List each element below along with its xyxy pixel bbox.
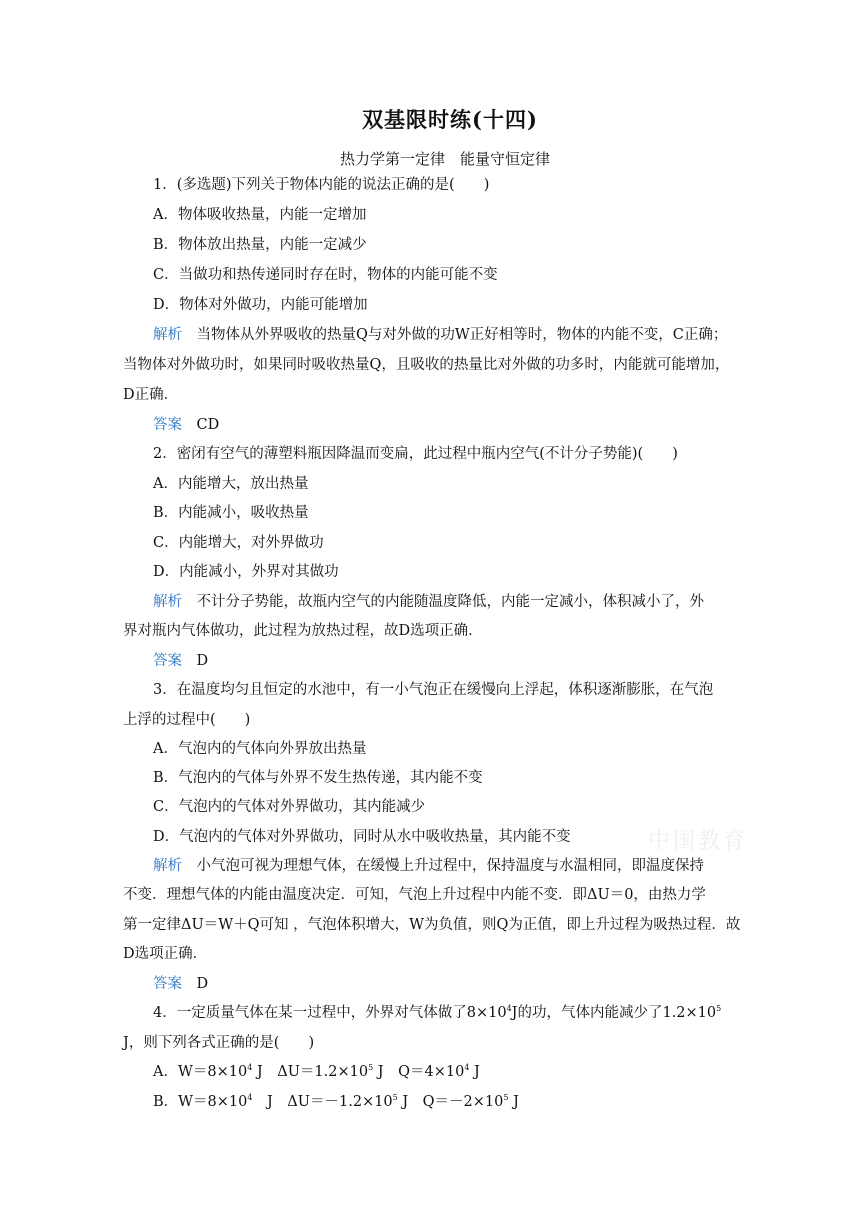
q2-analysis-text: 不计分子势能，故瓶内空气的内能随温度降低，内能一定减小，体积减小了，外 — [196, 594, 704, 610]
option-text: A．W＝8×10 — [153, 1064, 248, 1080]
q2-answer-value: D — [196, 653, 209, 669]
q3-analysis-cont: 不变．理想气体的内能由温度决定．可知，气泡上升过程中内能不变．即ΔU＝0，由热力学 — [123, 887, 706, 903]
answer-label: 答案 — [153, 417, 182, 433]
option-text: B．W＝8×10 — [153, 1094, 248, 1110]
watermark: 中国教育 — [648, 829, 749, 854]
q1-option-c: C．当做功和热传递同时存在时，物体的内能可能不变 — [153, 267, 498, 283]
exponent: 4 — [506, 1004, 512, 1014]
answer-label: 答案 — [153, 653, 182, 669]
q1-answer-value: CD — [196, 417, 220, 433]
q2-analysis-line — [153, 592, 704, 612]
q1-option-a: A．物体吸收热量，内能一定增加 — [153, 207, 367, 223]
analysis-label: 解析 — [153, 327, 182, 343]
option-text: J ΔU＝－1.2×10 — [252, 1094, 393, 1110]
page-subtitle: 热力学第一定律 能量守恒定律 — [339, 150, 550, 168]
q1-analysis-cont: 当物体对外做功时，如果同时吸收热量Q，且吸收的热量比对外做的功多时，内能就可能增加， — [123, 357, 730, 373]
q3-answer-value: D — [196, 976, 209, 992]
q4-option-b — [153, 1092, 519, 1112]
q1-option-d: D．物体对外做功，内能可能增加 — [153, 297, 368, 313]
q4-option-a — [153, 1062, 480, 1082]
q3-analysis-text: 小气泡可视为理想气体，在缓慢上升过程中，保持温度与水温相同，即温度保持 — [196, 858, 704, 874]
q1-analysis-cont: D正确． — [123, 387, 179, 403]
q3-answer — [153, 974, 208, 994]
option-text: J Q＝4×10 — [373, 1064, 465, 1080]
q4-stem-text: J的功，气体内能减少了1.2×10 — [511, 1005, 717, 1021]
option-text: J Q＝－2×10 — [397, 1094, 504, 1110]
option-text: J — [469, 1064, 480, 1080]
q3-option-a: A．气泡内的气体向外界放出热量 — [153, 741, 367, 757]
q3-analysis-cont: 第一定律ΔU＝W＋Q可知 ，气泡体积增大，W为负值，则Q为正值，即上升过程为吸热过程．故 — [123, 917, 741, 933]
q2-option-d: D．内能减小，外界对其做功 — [153, 564, 339, 580]
q3-analysis-cont: D选项正确． — [123, 946, 208, 962]
q2-answer — [153, 651, 208, 671]
q3-option-b: B．气泡内的气体与外界不发生热传递，其内能不变 — [153, 770, 483, 786]
option-text: J — [508, 1094, 519, 1110]
q1-analysis-line — [153, 325, 727, 345]
exponent: 4 — [464, 1063, 470, 1073]
exponent: 5 — [716, 1004, 722, 1014]
q4-stem-cont: J，则下列各式正确的是( ) — [123, 1035, 315, 1051]
q3-analysis-line — [153, 856, 704, 876]
exponent: 4 — [247, 1093, 253, 1103]
q4-stem — [153, 1003, 721, 1023]
q2-option-a: A．内能增大，放出热量 — [153, 476, 309, 492]
q3-option-d: D．气泡内的气体对外界做功，同时从水中吸收热量，其内能不变 — [153, 829, 571, 845]
q4-stem-text: 4．一定质量气体在某一过程中，外界对气体做了8×10 — [153, 1005, 507, 1021]
exponent: 4 — [247, 1063, 253, 1073]
q1-analysis-text: 当物体从外界吸收的热量Q与对外做的功W正好相等时，物体的内能不变，C正确； — [196, 327, 728, 343]
q1-option-b: B．物体放出热量，内能一定减少 — [153, 237, 367, 253]
exponent: 5 — [503, 1093, 509, 1103]
exponent: 5 — [368, 1063, 374, 1073]
q1-answer — [153, 415, 219, 435]
q2-analysis-cont: 界对瓶内气体做功，此过程为放热过程，故D选项正确． — [123, 623, 483, 639]
page-title: 双基限时练(十四) — [362, 107, 538, 132]
option-text: J ΔU＝1.2×10 — [252, 1064, 369, 1080]
q3-option-c: C．气泡内的气体对外界做功，其内能减少 — [153, 799, 426, 815]
answer-label: 答案 — [153, 976, 182, 992]
q3-stem: 3．在温度均匀且恒定的水池中，有一小气泡正在缓慢向上浮起，体积逐渐膨胀，在气泡 — [153, 682, 714, 698]
analysis-label: 解析 — [153, 858, 182, 874]
q3-stem-cont: 上浮的过程中( ) — [123, 712, 251, 728]
q2-stem: 2．密闭有空气的薄塑料瓶因降温而变扁，此过程中瓶内空气(不计分子势能)( ) — [153, 446, 678, 462]
analysis-label: 解析 — [153, 594, 182, 610]
q2-option-c: C．内能增大，对外界做功 — [153, 535, 324, 551]
q1-stem: 1．(多选题)下列关于物体内能的说法正确的是( ) — [153, 177, 490, 193]
exponent: 5 — [392, 1093, 398, 1103]
q2-option-b: B．内能减小，吸收热量 — [153, 505, 309, 521]
